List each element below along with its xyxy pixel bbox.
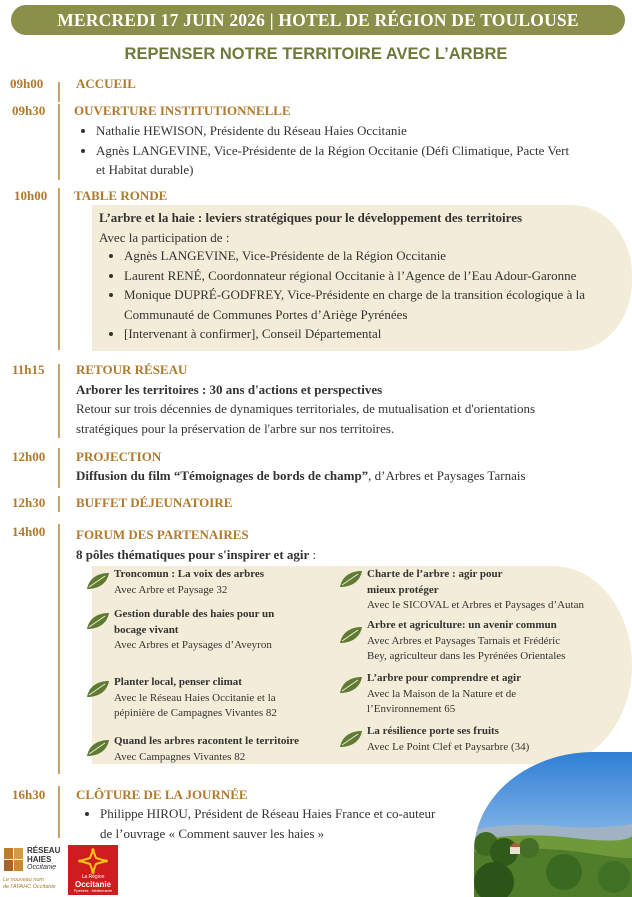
speaker-item (96, 141, 632, 180)
pole-partner: Avec la Maison de la Nature et de (367, 687, 517, 700)
pole-title-line2: mieux protéger (367, 583, 439, 596)
pole-partner: Avec Le Point Clef et Paysarbre (34) (367, 740, 530, 753)
leaf-icon (86, 612, 110, 630)
timeline-line (58, 448, 60, 488)
speaker-item (100, 804, 490, 843)
section-accueil: ACCUEIL (76, 76, 136, 91)
section-projection: PROJECTION (76, 449, 162, 464)
ouverture-speakers (78, 121, 632, 180)
rh-tagline: Le nouveau nom (3, 877, 44, 883)
occ-name: Occitanie (74, 880, 111, 889)
section-ouverture: OUVERTURE INSTITUTIONNELLE (74, 103, 291, 118)
pole-title: Planter local, penser climat (114, 676, 242, 688)
leaf-icon (86, 572, 110, 590)
pole-partner: Avec le Réseau Haies Occitanie et la (114, 691, 276, 704)
leaf-icon (339, 626, 363, 644)
timeline-line (58, 364, 60, 438)
time-1200: 12h00 (12, 449, 46, 464)
time-1000: 10h00 (14, 188, 48, 203)
pole-partner: l’Environnement 65 (367, 703, 456, 715)
projection-text (76, 466, 526, 486)
rh-tagline: de l'AFAHC Occitanie (3, 884, 56, 890)
retour-line: stratégiques pour la préservation de l'arbre sur nos territoires. (76, 421, 395, 436)
retour-line: Retour sur trois décennies de dynamiques territoriales, de mutualisation et d'orientations (76, 401, 536, 416)
time-1230: 12h30 (12, 495, 46, 510)
landscape-photo (474, 752, 632, 897)
pole-partner: Avec Arbres et Paysages d’Aveyron (114, 639, 272, 651)
forum-pole (367, 618, 607, 665)
speaker-item: • [Intervenant à confirmer], Conseil Départemental (124, 324, 632, 344)
timeline-line (58, 188, 60, 350)
timeline-line (58, 496, 60, 512)
time-0900: 09h00 (10, 76, 44, 91)
speaker-item: • Agnès LANGEVINE, Vice-Présidente de la Région Occitanie (124, 246, 632, 266)
section-buffet: BUFFET DÉJEUNATOIRE (76, 495, 233, 510)
pole-title: Quand les arbres racontent le territoire (114, 735, 300, 747)
table-ronde-heading: L’arbre et la haie : leviers stratégiques pour le développement des territoires (99, 210, 523, 225)
rh-name: HAIES (27, 855, 52, 864)
occ-small: La Région (81, 874, 105, 880)
speaker-item: • Laurent RENÉ, Coordonnateur régional Occitanie à l’Agence de l’Eau Adour-Garonne (124, 266, 632, 286)
speaker-line: Philippe HIROU, Président de Réseau Haies France et co-auteur (100, 806, 436, 821)
region-occitanie-logo (68, 845, 118, 895)
timeline-line (58, 104, 60, 180)
leaf-icon (86, 680, 110, 698)
rh-name: RÉSEAU (27, 846, 61, 855)
forum-pole (367, 724, 602, 755)
pole-title: Charte de l’arbre : agir pour (367, 568, 503, 580)
timeline-line (58, 524, 60, 774)
pole-partner: Avec le SICOVAL et Arbres et Paysages d’Autan (367, 599, 584, 611)
retour-heading: Arborer les territoires : 30 ans d'actions et perspectives (76, 382, 383, 397)
cloture-speakers (82, 804, 490, 843)
speaker-item: • Nathalie HEWISON, Présidente du Réseau Haies Occitanie (96, 121, 632, 141)
pole-title: L’arbre pour comprendre et agir (367, 672, 521, 684)
speaker-line: Communauté de Communes Portes d’Ariège Pyrénées (124, 306, 408, 322)
pole-partner: Avec Arbres et Paysages Tarnais et Frédéric (367, 634, 561, 647)
occitan-cross-icon (78, 848, 108, 874)
speaker-line: de l’ouvrage « Comment sauver les haies » (100, 825, 325, 841)
forum-heading-colon: : (309, 547, 317, 562)
section-forum: FORUM DES PARTENAIRES (76, 527, 249, 542)
pole-partner: pépinière de Campagnes Vivantes 82 (114, 707, 277, 719)
time-1630: 16h30 (12, 787, 46, 802)
film-title: Diffusion du film “Témoignages de bords de champ” (76, 468, 369, 483)
leaf-icon (339, 730, 363, 748)
reseau-haies-logo (3, 845, 67, 895)
forum-pole (367, 567, 602, 614)
film-producer: , d’Arbres et Paysages Tarnais (368, 468, 526, 483)
event-title: REPENSER NOTRE TERRITOIRE AVEC L’ARBRE (124, 45, 508, 63)
pole-title: Gestion durable des haies pour un (114, 608, 275, 620)
table-ronde-intro: Avec la participation de : (99, 230, 230, 245)
forum-heading-bold: 8 pôles thématiques pour s'inspirer et agir (76, 547, 310, 562)
pole-partner: Avec Campagnes Vivantes 82 (114, 750, 246, 763)
forum-pole (367, 671, 602, 718)
table-ronde-speakers (106, 246, 632, 344)
timeline-line (58, 786, 60, 838)
leaf-icon (339, 676, 363, 694)
speaker-item (124, 285, 632, 324)
pole-title: Troncomun : La voix des arbres (114, 568, 265, 580)
pole-title: La résilience porte ses fruits (367, 725, 499, 737)
speaker-line: Monique DUPRÉ-GODFREY, Vice-Présidente en charge de la transition écologique à la (124, 287, 585, 302)
section-retour-reseau: RETOUR RÉSEAU (76, 362, 188, 377)
leaf-icon (86, 739, 110, 757)
forum-pole (114, 675, 336, 722)
leaf-icon (339, 570, 363, 588)
pole-partner: Bey, agriculteur dans les Pyrénées Orientales (367, 650, 566, 662)
forum-pole (114, 567, 336, 598)
pole-title-line2: bocage vivant (114, 623, 179, 636)
leaf-cluster-icon (3, 847, 25, 873)
landscape-illustration (474, 752, 632, 897)
forum-heading (76, 545, 316, 565)
time-0930: 09h30 (12, 103, 46, 118)
forum-pole (114, 607, 336, 654)
speaker-line: et Habitat durable) (96, 162, 194, 177)
timeline-line (58, 82, 60, 102)
date-venue-banner: MERCREDI 17 JUIN 2026 | HOTEL DE RÉGION DE TOULOUSE (11, 5, 625, 35)
section-table-ronde: TABLE RONDE (74, 188, 168, 203)
time-1400: 14h00 (12, 524, 46, 539)
pole-title: Arbre et agriculture: un avenir commun (367, 619, 557, 631)
occ-sub: Pyrénées · Méditerranée (73, 889, 113, 893)
speaker-line: Agnès LANGEVINE, Vice-Présidente de la Région Occitanie (Défi Climatique, Pacte Vert (96, 142, 570, 158)
section-cloture: CLÔTURE DE LA JOURNÉE (76, 787, 248, 802)
pole-partner: Avec Arbre et Paysage 32 (114, 583, 228, 596)
forum-pole (114, 734, 340, 765)
time-1115: 11h15 (12, 362, 45, 377)
rh-name: Occitanie (27, 864, 57, 871)
